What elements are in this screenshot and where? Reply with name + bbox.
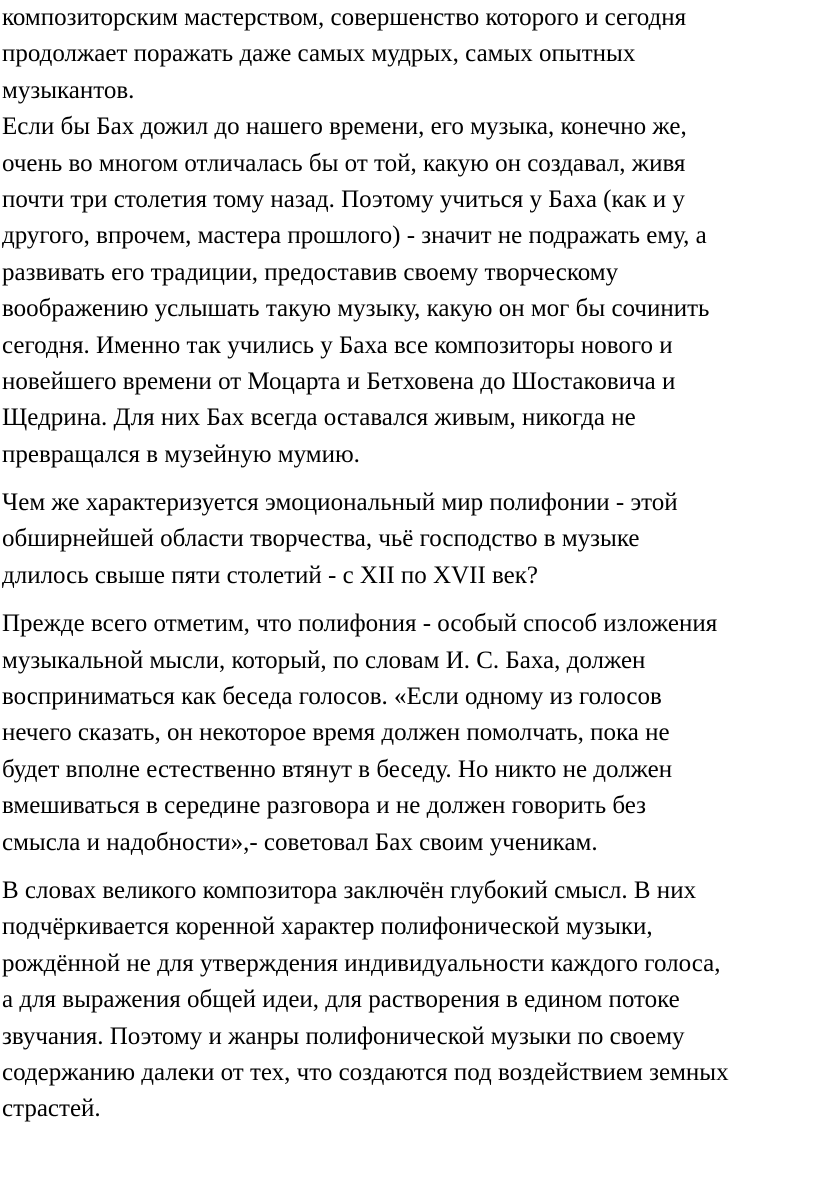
text-line: воображению услышать такую музыку, какую он мог бы сочинить [2, 295, 710, 323]
text-line: В словах великого композитора заключён глубокий смысл. В них [2, 876, 697, 904]
text-line: развивать его традиции, предоставив своему творческому [2, 258, 619, 286]
text-line: смысла и надобности»,- советовал Бах своим ученикам. [2, 828, 598, 856]
text-line: музыкальной мысли, который, по словам И. С. Баха, должен [2, 646, 646, 674]
text-line: подчёркивается коренной характер полифонической музыки, [2, 913, 653, 941]
text-line: другого, впрочем, мастера прошлого) - значит не подражать ему, а [2, 222, 707, 250]
document-page [2, 0, 814, 1128]
paragraph-2 [2, 485, 814, 594]
paragraph-3 [2, 606, 814, 861]
paragraph-4 [2, 873, 814, 1128]
text-line: нечего сказать, он некоторое время должен помолчать, пока не [2, 719, 670, 747]
text-line: Прежде всего отметим, что полифония - особый способ изложения [2, 610, 718, 638]
text-line: музыкантов. [2, 76, 135, 104]
text-line: сегодня. Именно так учились у Баха все композиторы нового и [2, 331, 673, 359]
text-line: новейшего времени от Моцарта и Бетховена до Шостаковича и [2, 367, 676, 395]
text-line: рождённой не для утверждения индивидуальности каждого голоса, [2, 949, 721, 977]
text-line: страстей. [2, 1095, 101, 1123]
text-line: продолжает поражать даже самых мудрых, самых опытных [2, 40, 636, 68]
text-line: а для выражения общей идеи, для растворения в едином потоке [2, 986, 680, 1014]
text-line: почти три столетия тому назад. Поэтому учиться у Баха (как и у [2, 185, 685, 213]
text-line: восприниматься как беседа голосов. «Если одному из голосов [2, 683, 662, 711]
text-line: Щедрина. Для них Бах всегда оставался живым, никогда не [2, 404, 636, 432]
text-line: обширнейшей области творчества, чьё господство в музыке [2, 525, 640, 553]
text-line: длилось свыше пяти столетий - с XII по XVII век? [2, 561, 539, 589]
text-line: содержанию далеки от тех, что создаются под воздействием земных [2, 1058, 729, 1086]
text-line: вмешиваться в середине разговора и не должен говорить без [2, 792, 647, 820]
text-line: звучания. Поэтому и жанры полифонической музыки по своему [2, 1022, 685, 1050]
paragraph-1 [2, 0, 814, 473]
text-line: Чем же характеризуется эмоциональный мир полифонии - этой [2, 489, 678, 517]
text-line: Если бы Бах дожил до нашего времени, его музыка, конечно же, [2, 113, 687, 141]
text-line: очень во многом отличалась бы от той, какую он создавал, живя [2, 149, 686, 177]
text-line: превращался в музейную мумию. [2, 440, 360, 468]
text-line: будет вполне естественно втянут в беседу. Но никто не должен [2, 755, 673, 783]
text-line: композиторским мастерством, совершенство которого и сегодня [2, 4, 687, 31]
